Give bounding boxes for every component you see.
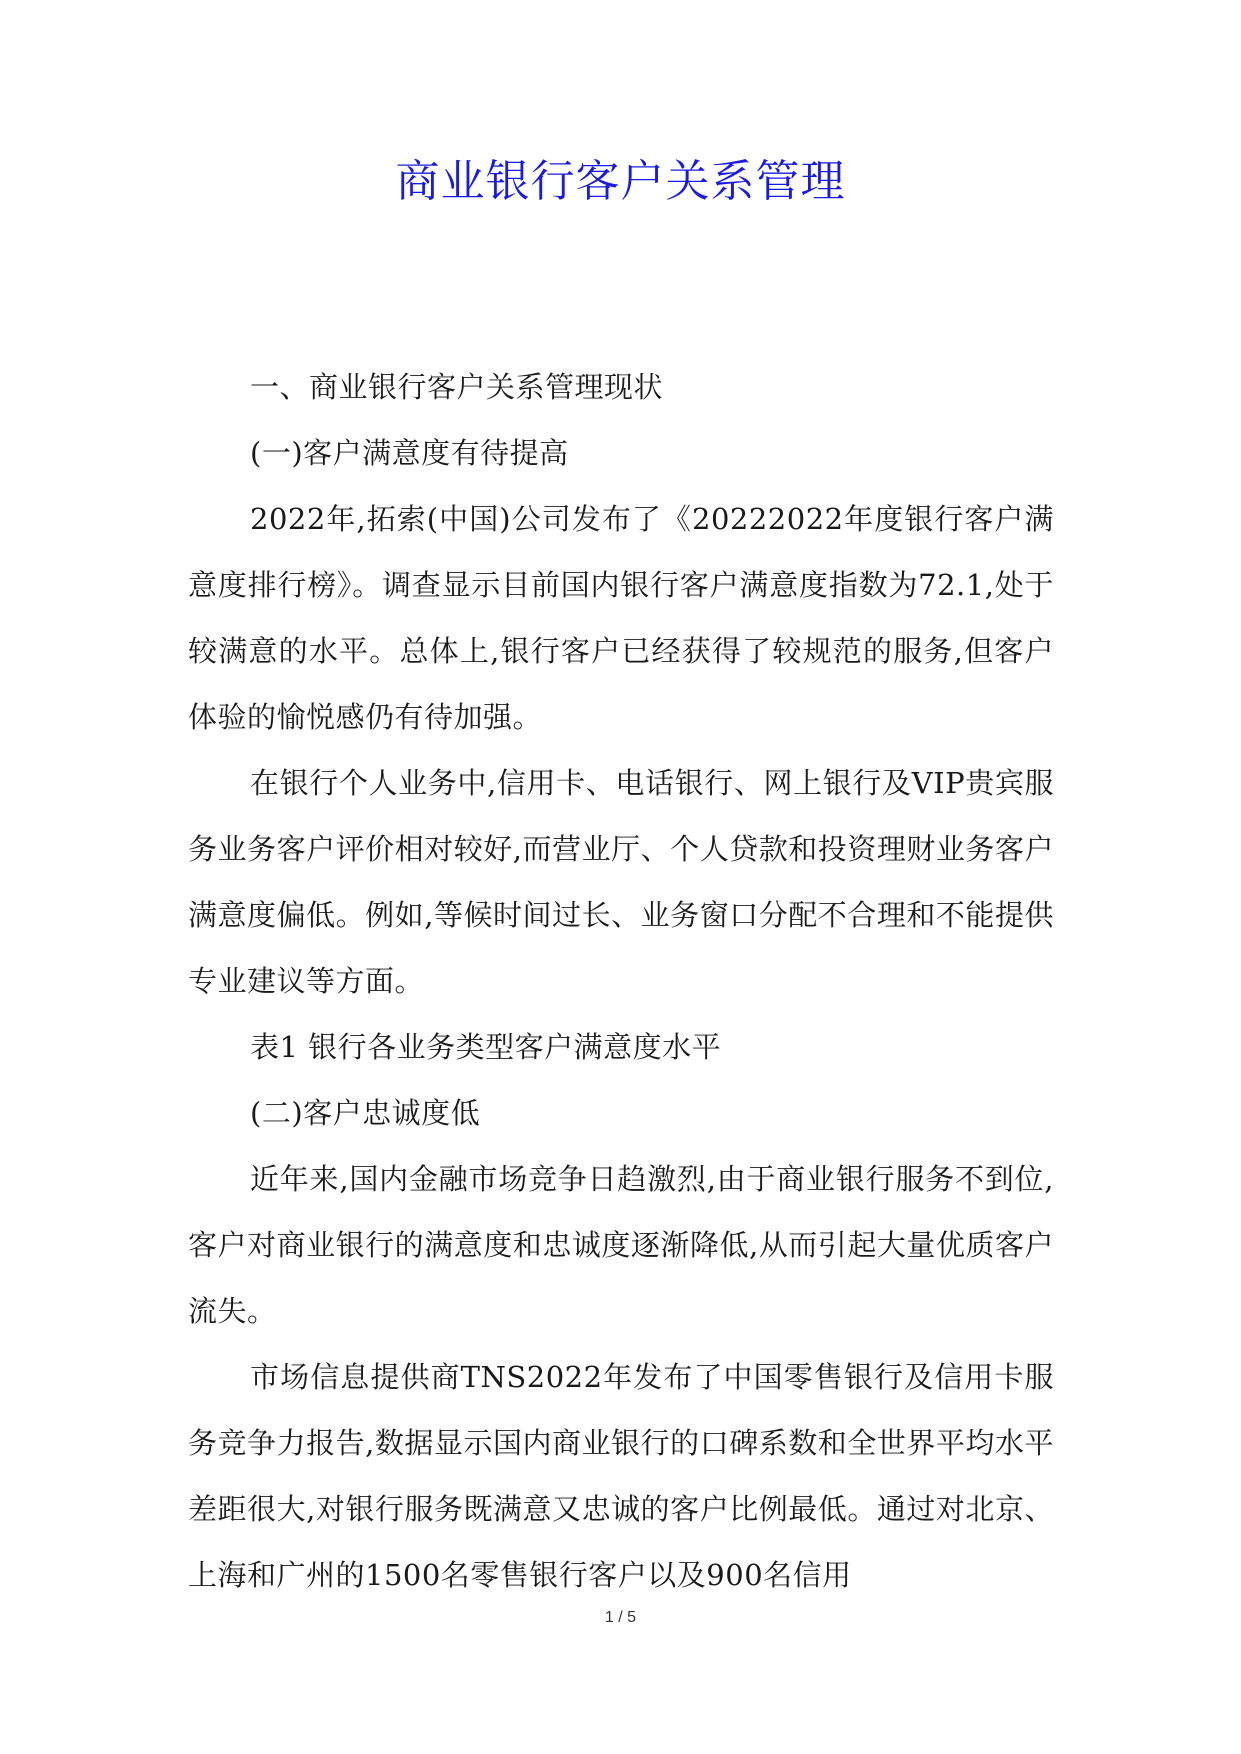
section-heading: 一、商业银行客户关系管理现状 — [250, 370, 664, 404]
subsection-heading: (二)客户忠诚度低 — [250, 1096, 481, 1130]
table-caption: 表1 银行各业务类型客户满意度水平 — [250, 1030, 722, 1064]
document-body — [188, 354, 1054, 1608]
paragraph: 在银行个人业务中,信用卡、电话银行、网上银行及VIP贵宾服务业务客户评价相对较好,而营业厅、个人贷款和投资理财业务客户满意度偏低。例如,等候时间过长、业务窗口分配不合理和不能提供专业建议等方面。 — [188, 766, 1054, 998]
subsection-heading: (一)客户满意度有待提高 — [250, 436, 569, 470]
paragraph: 近年来,国内金融市场竞争日趋激烈,由于商业银行服务不到位,客户对商业银行的满意度和忠诚度逐渐降低,从而引起大量优质客户流失。 — [188, 1162, 1054, 1328]
page-number: 1 / 5 — [604, 1609, 637, 1626]
document-title: 商业银行客户关系管理 — [395, 156, 846, 207]
paragraph: 2022年,拓索(中国)公司发布了《20222022年度银行客户满意度排行榜》。调查显示目前国内银行客户满意度指数为72.1,处于较满意的水平。总体上,银行客户已经获得了较规范的服务,但客户体验的愉悦感仍有待加强。 — [188, 502, 1054, 734]
paragraph: 市场信息提供商TNS2022年发布了中国零售银行及信用卡服务竞争力报告,数据显示国内商业银行的口碑系数和全世界平均水平差距很大,对银行服务既满意又忠诚的客户比例最低。通过对北京、上海和广州的1500名零售银行客户以及900名信用 — [188, 1360, 1054, 1592]
